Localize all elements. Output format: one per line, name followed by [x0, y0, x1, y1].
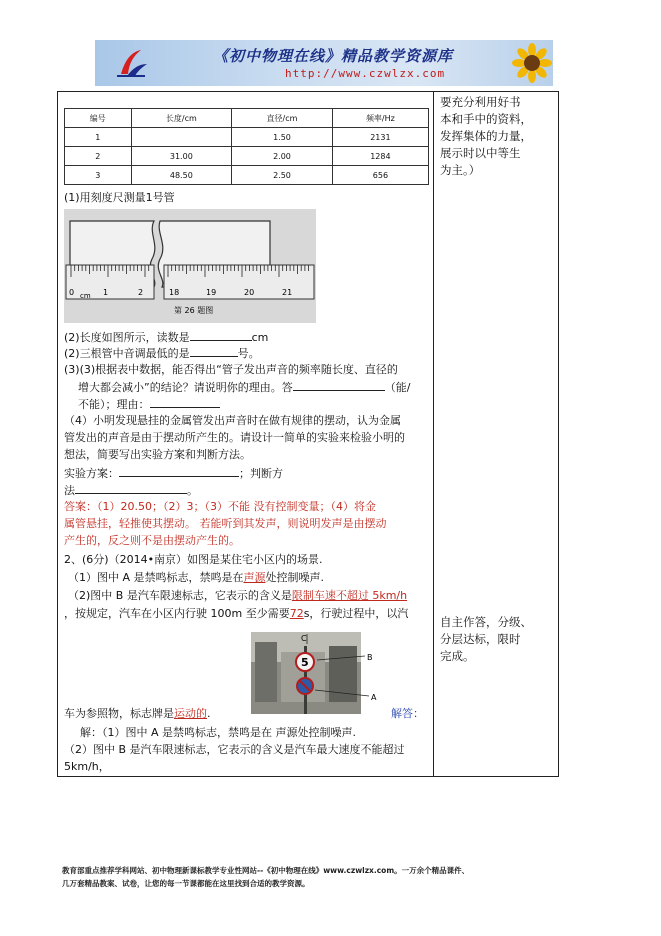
- data-table: [64, 108, 429, 185]
- table-header: 直径/cm: [232, 109, 333, 128]
- table-header: 编号: [65, 109, 132, 128]
- table-cell: 3: [65, 166, 132, 185]
- worksheet-frame: [57, 91, 559, 777]
- solution-label: 解答：: [391, 707, 424, 720]
- q1-line-a: (2)长度如图所示，读数是 cm: [64, 331, 269, 344]
- q2-answer: 运动的: [174, 707, 207, 720]
- q2-answer: 限制车速不超过 5km/h: [291, 589, 408, 602]
- sunflower-icon: [511, 42, 553, 84]
- table-cell: 48.50: [131, 166, 232, 185]
- banner-title: 《初中物理在线》精品教学资源库: [213, 47, 454, 65]
- table-cell: 656: [332, 166, 428, 185]
- answer-blank[interactable]: [293, 379, 385, 391]
- street-sign-photo: [251, 632, 381, 714]
- q1-intro: (1)用刻度尺测量1号管: [64, 191, 175, 204]
- q2-solution-3: 5km/h，: [64, 760, 110, 773]
- q1-line-c1: (3)(3)根据表中数据，能否得出“管子发出声音的频率随长度、直径的: [64, 363, 398, 376]
- table-cell: 2131: [332, 128, 428, 147]
- q2-title: 2、(6分)（2014•南京）如图是某住宅小区内的场景.: [64, 553, 323, 566]
- q1-line-d2: 管发出的声音是由于摆动所产生的。请设计一简单的实验来检验小明的: [64, 431, 405, 444]
- ruler-label: cm: [80, 292, 91, 300]
- ruler-label: 20: [244, 288, 255, 297]
- table-cell: 1: [65, 128, 132, 147]
- answer-blank[interactable]: [75, 482, 187, 494]
- q2-line-1: （1）图中 A 是禁鸣标志，禁鸣是在声源处控制噪声.: [68, 571, 325, 584]
- q1-line-c3: 不能）；理由：: [78, 396, 220, 413]
- banner-url[interactable]: http://www.czwlzx.com: [285, 67, 446, 80]
- ruler-label: 1: [103, 288, 109, 297]
- side-note-bottom: 自主作答，分级、 分层达标，限时 完成。: [440, 615, 532, 663]
- column-divider: [433, 92, 434, 776]
- answer-blank[interactable]: [190, 345, 238, 357]
- figure-caption: 第 26 题图: [174, 306, 214, 315]
- q1-answer-2: 属管悬挂，轻推使其摆动。 若能听到其发声，则说明发声是由摆动: [64, 517, 387, 530]
- table-cell: 31.00: [131, 147, 232, 166]
- table-cell: 2.50: [232, 166, 333, 185]
- q2-line-4: 车为参照物，标志牌是运动的.: [64, 707, 211, 720]
- photo-label: C: [301, 634, 307, 643]
- q2-solution-2: （2）图中 B 是汽车限速标志，它表示的含义是汽车最大速度不能超过: [64, 743, 405, 756]
- table-row: [65, 166, 429, 185]
- q1-line-e1: 实验方案： ；判断方: [64, 467, 283, 480]
- table-header: 频率/Hz: [332, 109, 428, 128]
- table-header: 长度/cm: [131, 109, 232, 128]
- q2-line-3: ，按规定，汽车在小区内行驶 100m 至少需要72s，行驶过程中，以汽: [64, 607, 409, 620]
- table-row: [65, 147, 429, 166]
- sign-number: 5: [301, 656, 309, 669]
- q1-line-b: (2)三根管中音调最低的是 号。: [64, 347, 260, 360]
- ruler-label: 18: [169, 288, 180, 297]
- table-cell: 2.00: [232, 147, 333, 166]
- page-footer: 教育部重点推荐学科网站、初中物理新课标教学专业性网站--《初中物理在线》www.czwlzx.com。一万余个精品课件、 几万套精品教案、试卷，让您的每一节课都能在这里找到合适的教学资源。: [62, 866, 470, 888]
- q1-line-e2: 法 。: [64, 484, 198, 497]
- q2-line-2: （2)图中 B 是汽车限速标志，它表示的含义是限制车速不超过 5km/h: [68, 589, 408, 602]
- ruler-label: 19: [206, 288, 217, 297]
- ruler-label: 2: [138, 288, 144, 297]
- q1-line-c2: 增大都会减小”的结论？请说明你的理由。答 （能/: [78, 381, 411, 394]
- table-cell: 1.50: [232, 128, 333, 147]
- header-banner: [95, 40, 553, 86]
- table-header-row: [65, 109, 429, 128]
- q1-line-d1: （4）小明发现悬挂的金属管发出声音时在做有规律的摆动，认为金属: [64, 414, 401, 427]
- table-cell: 1284: [332, 147, 428, 166]
- q1-answer-1: 答案：（1）20.50；（2）3；（3）不能 没有控制变量；（4）将金: [64, 500, 376, 513]
- ruler-figure: [64, 209, 316, 323]
- table-row: [65, 128, 429, 147]
- site-logo-icon: [115, 46, 149, 80]
- q1-answer-3: 产生的，反之则不是由摆动产生的。: [64, 534, 240, 547]
- q1-line-d3: 想法，简要写出实验方案和判断方法。: [64, 448, 251, 461]
- answer-blank[interactable]: [150, 396, 220, 408]
- side-note-top: 要充分利用好书 本和手中的资料， 发挥集体的力量， 展示时以中等生 为主。）: [440, 95, 532, 177]
- ruler-label: 0: [69, 288, 75, 297]
- q2-answer: 声源: [243, 571, 266, 584]
- answer-blank[interactable]: [119, 465, 239, 477]
- ruler-label: 21: [282, 288, 293, 297]
- q2-solution-1: 解：（1）图中 A 是禁鸣标志，禁鸣是在 声源处控制噪声.: [80, 726, 357, 739]
- photo-label: A: [371, 693, 377, 702]
- table-cell: 2: [65, 147, 132, 166]
- q2-answer: 72: [289, 607, 304, 620]
- table-cell: [131, 128, 232, 147]
- answer-blank[interactable]: [190, 329, 252, 341]
- photo-label: B: [367, 653, 373, 662]
